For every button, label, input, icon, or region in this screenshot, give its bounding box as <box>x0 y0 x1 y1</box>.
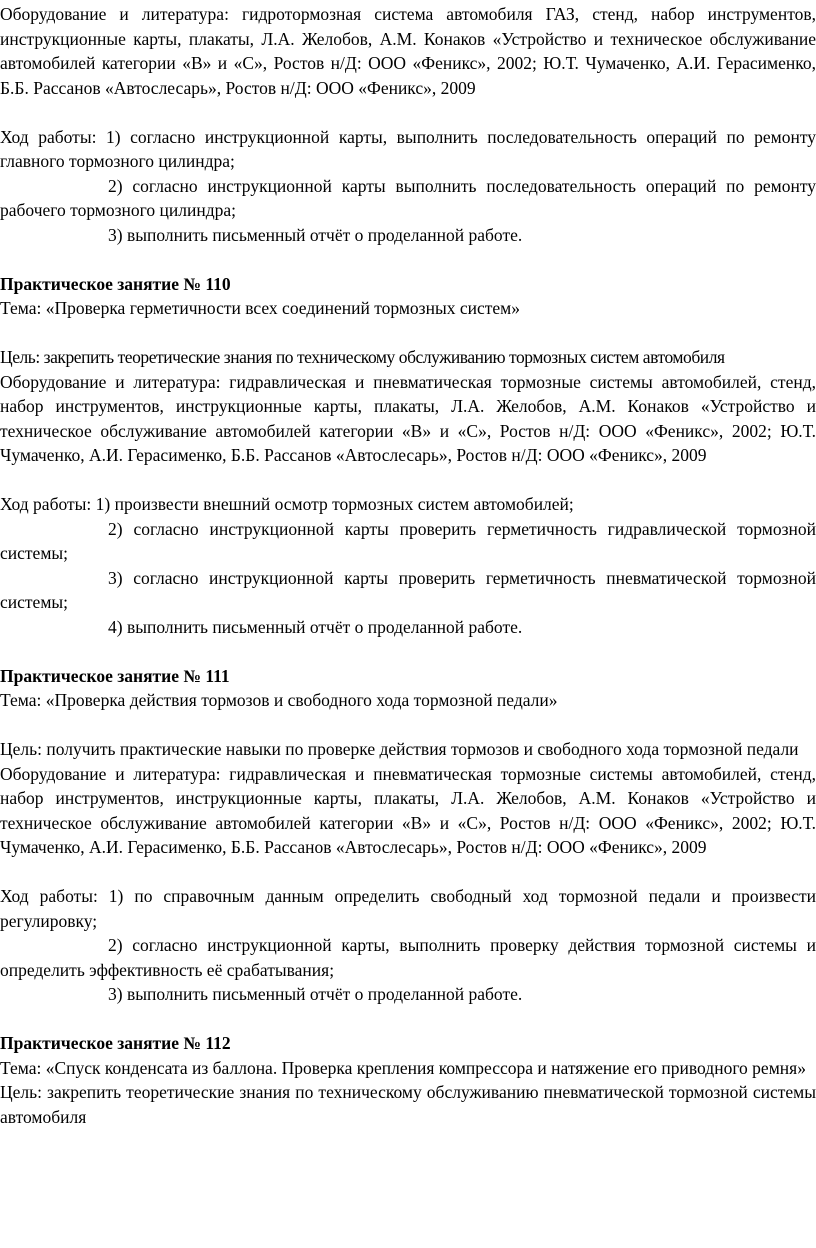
work-step: Ход работы: 1) по справочным данным определить свободный ход тормозной педали и произвести регулировку; <box>0 886 816 931</box>
lesson-heading: Практическое занятие № 111 <box>0 665 230 686</box>
lesson-goal: Цель: закрепить теоретические знания по техническому обслуживанию пневматической тормозной системы автомобиля <box>0 1082 816 1127</box>
lesson-goal: Цель: закрепить теоретические знания по техническому обслуживанию тормозных систем автомобиля <box>0 347 725 367</box>
lesson-topic: Тема: «Спуск конденсата из баллона. Проверка крепления компрессора и натяжение его приводного ремня» <box>0 1057 806 1078</box>
spacer <box>0 1007 816 1032</box>
work-step: Ход работы: 1) согласно инструкционной карты, выполнить последовательность операций по ремонту главного тормозного цилиндра; <box>0 126 816 171</box>
lesson-goal: Цель: получить практические навыки по проверке действия тормозов и свободного хода тормозной педали <box>0 739 799 759</box>
spacer <box>0 860 816 885</box>
spacer <box>0 639 816 664</box>
equipment-paragraph: Оборудование и литература: гидравлическая и пневматическая тормозные системы автомобилей, стенд, набор инструментов, инструкционные карты, плакаты, Л.А. Желобов, А.М. Конаков «Устройство и техническое обслуживание автомобилей категории «В» и «С», Ростов н/Д: ООО «Феникс», 2002; Ю.Т. Чумаченко, А.И. Герасименко, Б.Б. Рассанов «Автослесарь», Ростов н/Д: ООО «Феникс», 2009 <box>0 371 816 465</box>
lesson-heading: Практическое занятие № 112 <box>0 1033 231 1053</box>
work-step: 3) выполнить письменный отчёт о проделанной работе. <box>108 224 523 245</box>
spacer <box>0 713 816 738</box>
equipment-paragraph: Оборудование и литература: гидротормозная система автомобиля ГАЗ, стенд, набор инструментов, инструкционные карты, плакаты, Л.А. Желобов, А.М. Конаков «Устройство и техническое обслуживание автомобилей категории «В» и «С», Ростов н/Д: ООО «Феникс», 2002; Ю.Т. Чумаченко, А.И. Герасименко, Б.Б. Рассанов «Автослесарь», Ростов н/Д: ООО «Феникс», 2009 <box>0 4 816 98</box>
spacer <box>0 247 816 272</box>
work-step: Ход работы: 1) произвести внешний осмотр тормозных систем автомобилей; <box>0 494 574 514</box>
spacer <box>0 100 816 125</box>
spacer <box>0 468 816 493</box>
work-step: 3) согласно инструкционной карты проверить герметичность пневматической тормозной системы; <box>0 567 816 612</box>
work-step: 4) выполнить письменный отчёт о проделанной работе. <box>108 616 523 637</box>
work-step: 2) согласно инструкционной карты, выполнить проверку действия тормозной системы и определить эффективность её срабатывания; <box>0 935 816 980</box>
equipment-paragraph: Оборудование и литература: гидравлическая и пневматическая тормозные системы автомобилей, стенд, набор инструментов, инструкционные карты, плакаты, Л.А. Желобов, А.М. Конаков «Устройство и техническое обслуживание автомобилей категории «В» и «С», Ростов н/Д: ООО «Феникс», 2002; Ю.Т. Чумаченко, А.И. Герасименко, Б.Б. Рассанов «Автослесарь», Ростов н/Д: ООО «Феникс», 2009 <box>0 763 816 857</box>
spacer <box>0 321 816 346</box>
work-step: 2) согласно инструкционной карты проверить герметичность гидравлической тормозной системы; <box>0 518 816 563</box>
work-step: 2) согласно инструкционной карты выполнить последовательность операций по ремонту рабочего тормозного цилиндра; <box>0 175 816 220</box>
lesson-heading: Практическое занятие № 110 <box>0 273 231 294</box>
lesson-topic: Тема: «Проверка действия тормозов и свободного хода тормозной педали» <box>0 690 558 710</box>
lesson-topic: Тема: «Проверка герметичности всех соединений тормозных систем» <box>0 298 520 318</box>
work-step: 3) выполнить письменный отчёт о проделанной работе. <box>108 984 523 1004</box>
